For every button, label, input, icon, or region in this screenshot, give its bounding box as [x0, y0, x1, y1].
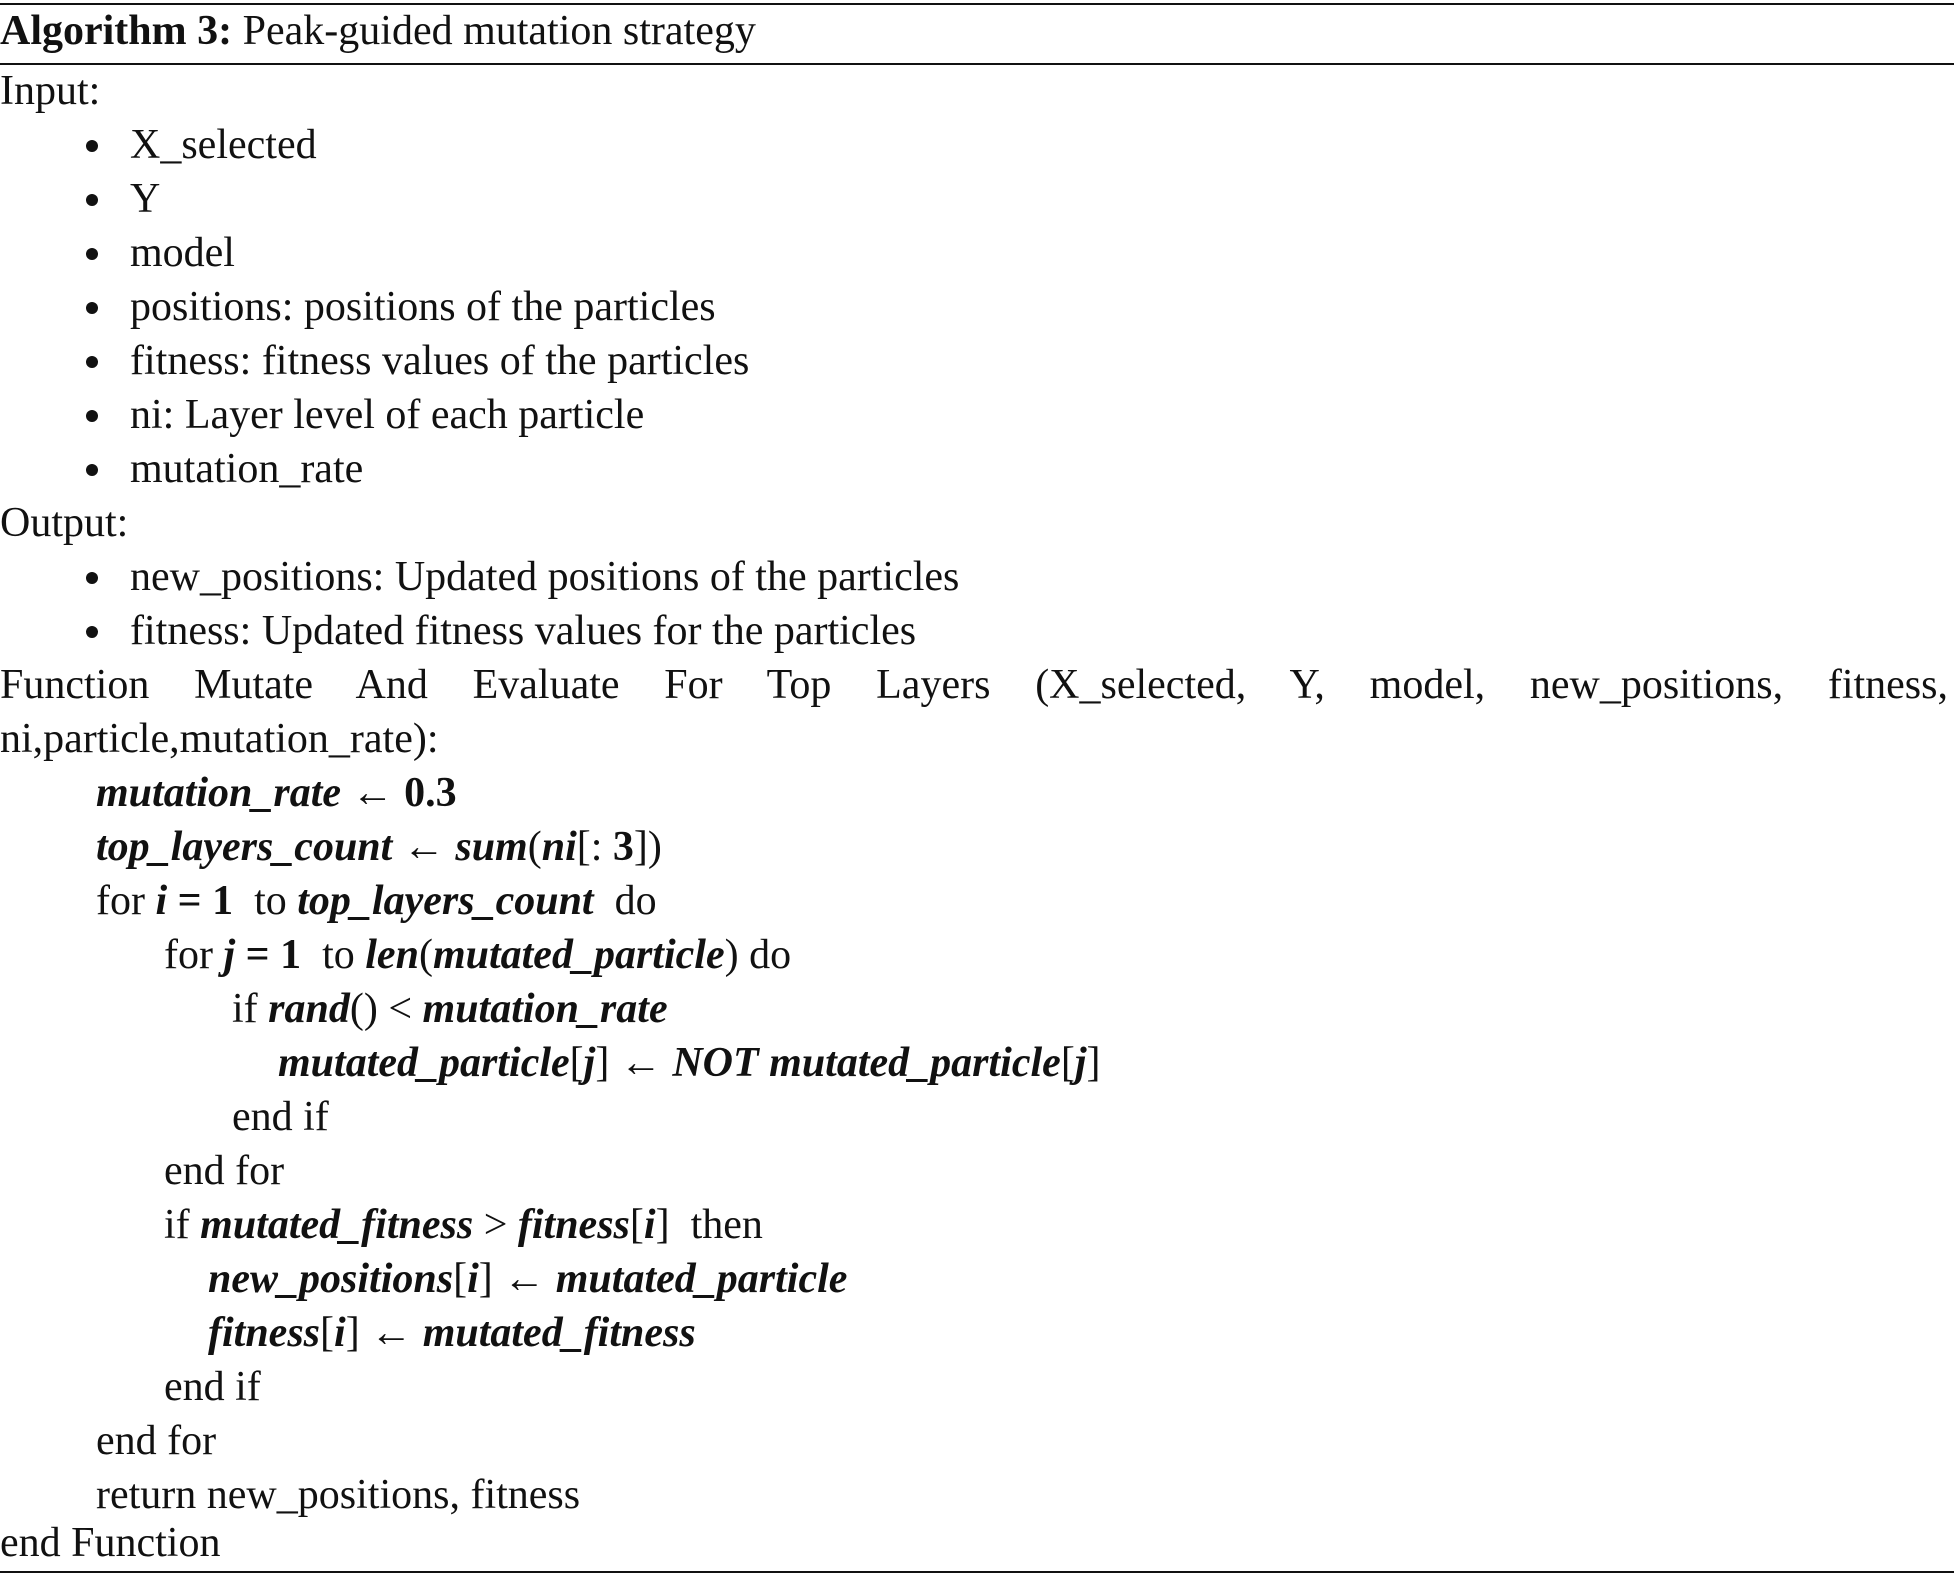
code-op: ← [402, 824, 445, 870]
code-op: ← [370, 1310, 413, 1356]
code-var: mutated_particle [432, 932, 725, 978]
bullet-icon [86, 356, 98, 368]
bullet-icon [86, 410, 98, 422]
bullet-icon [86, 572, 98, 584]
input-item-text: model [130, 230, 235, 276]
caption-rule [0, 63, 1954, 65]
code-op: ] [595, 1040, 610, 1086]
input-item [86, 226, 235, 280]
code-var: top_layers_count [297, 878, 594, 924]
code-op: = [245, 932, 270, 978]
code-var: new_positions [208, 1256, 454, 1302]
code-keyword: to [254, 878, 287, 924]
code-var: fitness [517, 1202, 630, 1248]
bullet-icon [86, 140, 98, 152]
code-value: 1 [212, 878, 234, 924]
code-op: ) [724, 932, 739, 978]
code-op: ( [527, 824, 542, 870]
code-keyword: for [96, 878, 145, 924]
code-value: 0.3 [404, 770, 457, 816]
bullet-icon [86, 248, 98, 260]
output-item-text: new_positions: Updated positions of the particles [130, 554, 960, 600]
code-var: mutated_particle [555, 1256, 848, 1302]
body-line-if-rand [232, 982, 668, 1036]
code-op: () [349, 986, 378, 1032]
code-op: ] [345, 1310, 360, 1356]
code-var: i [643, 1202, 656, 1248]
code-op: ] [478, 1256, 493, 1302]
input-item [86, 388, 644, 442]
input-item-text: positions: positions of the particles [130, 284, 716, 330]
code-fn: sum [455, 824, 528, 870]
input-item [86, 172, 160, 226]
code-var: ni [541, 824, 577, 870]
bullet-icon [86, 302, 98, 314]
code-var: fitness [208, 1310, 321, 1356]
code-op: < [388, 986, 413, 1032]
code-var: mutated_particle [769, 1040, 1061, 1086]
code-var: i [467, 1256, 479, 1302]
code-keyword: then [690, 1202, 763, 1248]
output-heading: Output: [0, 500, 129, 546]
code-var: mutation_rate [96, 770, 342, 816]
code-op: : [590, 824, 603, 870]
input-item-text: mutation_rate [130, 446, 364, 492]
code-op: [ [320, 1310, 335, 1356]
input-item [86, 334, 749, 388]
algorithm-caption [0, 4, 756, 58]
input-item-text: ni: Layer level of each particle [130, 392, 645, 438]
code-op: ← [351, 770, 394, 816]
bullet-icon [86, 194, 98, 206]
input-item-text: X_selected [130, 122, 317, 168]
body-line-end-if-2: end if [164, 1364, 261, 1410]
code-var: top_layers_count [96, 824, 393, 870]
code-op: ] [1086, 1040, 1101, 1086]
end-function: end Function [0, 1520, 221, 1566]
code-op: [ [453, 1256, 468, 1302]
input-heading: Input: [0, 68, 101, 114]
body-line-end-for: end for [164, 1148, 285, 1194]
algorithm-title: Peak-guided mutation strategy [242, 8, 756, 54]
code-keyword: if [164, 1202, 190, 1248]
body-line-flip-bit [278, 1036, 1100, 1090]
code-op: = [177, 878, 202, 924]
body-line-end-for-2: end for [96, 1418, 217, 1464]
code-var: i [334, 1310, 346, 1356]
output-item [86, 604, 916, 658]
body-line-top-layers [96, 820, 662, 874]
code-op: ← [503, 1256, 546, 1302]
code-keyword: do [614, 878, 657, 924]
code-var: mutation_rate [422, 986, 668, 1032]
input-item [86, 118, 317, 172]
code-keyword: to [322, 932, 355, 978]
bullet-icon [86, 626, 98, 638]
input-item-text: fitness: fitness values of the particles [130, 338, 750, 384]
body-line-return: return new_positions, fitness [96, 1472, 581, 1518]
code-op: [ [569, 1040, 584, 1086]
code-op: ]) [633, 824, 662, 870]
code-op: ← [619, 1040, 662, 1086]
algorithm-label: Algorithm 3: [0, 8, 233, 54]
code-var: j [1074, 1040, 1087, 1086]
output-item-text: fitness: Updated fitness values for the particles [130, 608, 917, 654]
body-line-end-if: end if [232, 1094, 329, 1140]
input-item [86, 442, 363, 496]
output-item [86, 550, 959, 604]
code-keyword: NOT [672, 1040, 759, 1086]
code-fn: len [365, 932, 419, 978]
code-op: ] [655, 1202, 670, 1248]
code-op: ( [418, 932, 433, 978]
code-keyword: do [749, 932, 792, 978]
code-op: [ [629, 1202, 644, 1248]
code-var: mutated_fitness [200, 1202, 474, 1248]
body-line-update-fitness [208, 1306, 696, 1360]
code-op: > [483, 1202, 508, 1248]
bullet-icon [86, 464, 98, 476]
body-line-update-position [208, 1252, 847, 1306]
code-var: j [583, 1040, 596, 1086]
code-var: mutated_particle [278, 1040, 570, 1086]
code-var: i [155, 878, 168, 924]
code-keyword: if [232, 986, 258, 1032]
code-value: 3 [612, 824, 634, 870]
body-line-if-fitness [164, 1198, 763, 1252]
input-item-text: Y [130, 176, 161, 222]
body-line-mutation-rate [96, 766, 457, 820]
code-op: [ [576, 824, 591, 870]
code-var: mutated_fitness [422, 1310, 696, 1356]
code-value: 1 [280, 932, 302, 978]
code-fn: rand [268, 986, 350, 1032]
body-line-for-i [96, 874, 657, 928]
input-item [86, 280, 716, 334]
code-var: j [223, 932, 236, 978]
function-signature: Function Mutate And Evaluate For Top Layers (X_selected, Y, model, new_positions, fitness, ni,particle,mutation_rate): [0, 662, 1948, 762]
bottom-rule [0, 1571, 1954, 1573]
code-op: [ [1060, 1040, 1075, 1086]
body-line-for-j [164, 928, 791, 982]
code-keyword: for [164, 932, 213, 978]
